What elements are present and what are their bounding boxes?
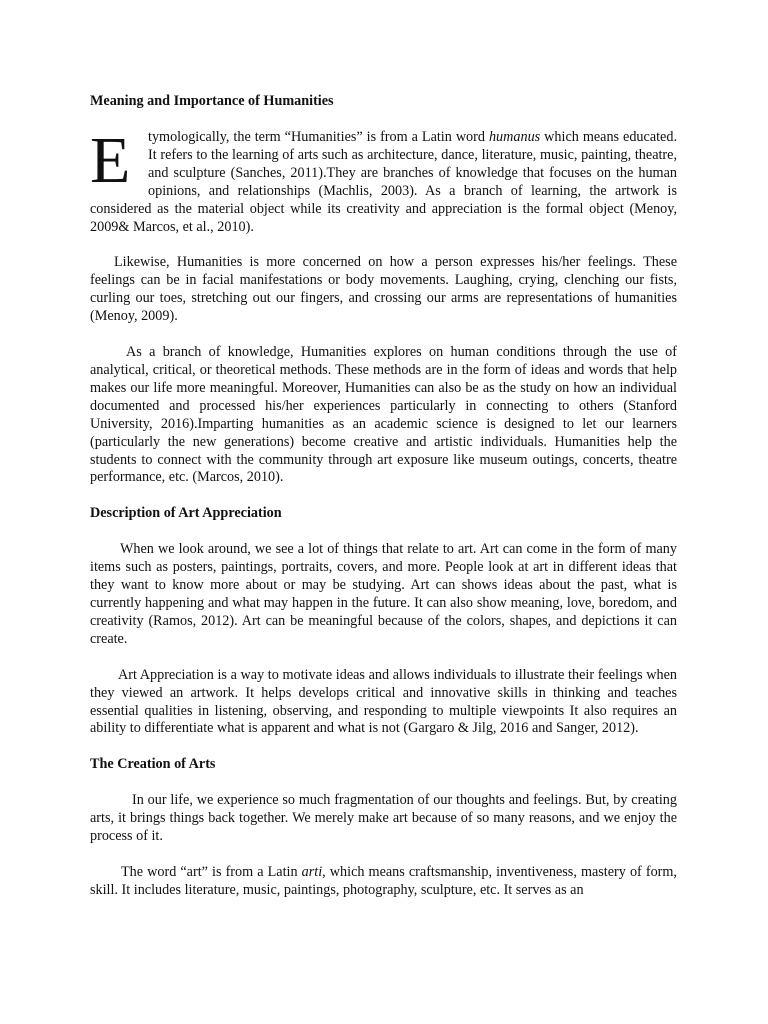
section-heading-creation-of-arts: The Creation of Arts — [90, 756, 216, 773]
section-heading-art-appreciation: Description of Art Appreciation — [90, 505, 282, 522]
paragraph-look-around: When we look around, we see a lot of things that relate to art. Art can come in the form of many items such as posters, paintings, portraits, covers, and more. People look at art in different ideas that they want to know more about or may be studying. Art can shows ideas about the past, what is currently happening and what may happen in the future. It can also show meaning, love, boredom, and creativity (Ramos, 2012). Art can be meaningful because of the colors, shapes, and depictions it can create. — [90, 541, 677, 647]
paragraph-art-appreciation: Art Appreciation is a way to motivate ideas and allows individuals to illustrate their feelings when they viewed an artwork. It helps develops critical and innovative skills in thinking and teaches essential qualities in listening, observing, and responding to multiple viewpoints It also requires an ability to differentiate what is apparent and what is not (Gargaro & Jilg, 2016 and Sanger, 2012). — [90, 666, 677, 737]
etymology-text-end: which means educated. It refers to the learning of arts such as architecture, dance, literature, music, painting, theatre, and sculpture (Sanches, 2011).They are branches of knowledge that focuses on the human opinions, and relationships (Machlis, 2003). As a branch of learning, the artwork is considered as the material object while its creativity and appreciation is the formal object (Menoy, 2009& Marcos, et al., 2010). — [90, 129, 677, 235]
word-art-text-start: The word “art” is from a Latin — [121, 864, 302, 881]
document-page — [90, 93, 677, 900]
section-heading-humanities: Meaning and Importance of Humanities — [90, 93, 334, 109]
drop-cap-letter: E — [90, 124, 131, 197]
etymology-text-start: tymologically, the term “Humanities” is from a Latin word — [148, 129, 489, 145]
paragraph-feelings: Likewise, Humanities is more concerned on how a person expresses his/her feelings. These feelings can be in facial manifestations or body movements. Laughing, crying, clenching our fists, curling our toes, stretching out our fingers, and crossing our arms are representations of humanities (Menoy, 2009). — [90, 254, 677, 325]
word-art-latin-word: arti — [301, 864, 323, 881]
word-art-text-end: , which means craftsmanship, inventiveness, mastery of form, skill. It includes literature, music, paintings, photography, sculpture, etc. It serves as an — [90, 864, 677, 898]
paragraph-word-art — [90, 864, 677, 900]
paragraph-etymology — [90, 124, 677, 236]
etymology-latin-word: humanus — [488, 129, 541, 145]
paragraph-branch-of-knowledge: As a branch of knowledge, Humanities explores on human conditions through the use of analytical, critical, or theoretical methods. These methods are in the form of ideas and words that help makes our life more meaningful. Moreover, Humanities can also be as the study on how an individual documented and processed his/her experiences particularly in connecting to others (Stanford University, 2016).Imparting humanities as an academic science is designed to let our learners (particularly the new generations) become creative and artistic individuals. Humanities help the students to connect with the community through art exposure like museum outings, concerts, theatre performance, etc. (Marcos, 2010). — [90, 344, 677, 486]
paragraph-fragmentation: In our life, we experience so much fragmentation of our thoughts and feelings. But, by creating arts, it brings things back together. We merely make art because of so many reasons, and we enjoy the process of it. — [90, 792, 677, 845]
